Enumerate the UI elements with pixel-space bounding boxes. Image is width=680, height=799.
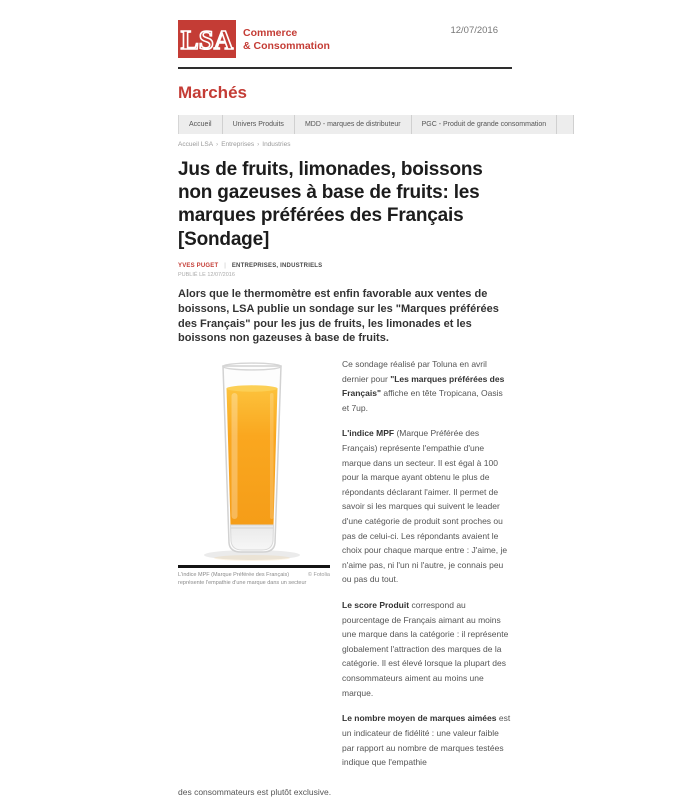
tab-mdd[interactable]: MDD - marques de distributeur [295, 115, 412, 134]
section-title: Marchés [178, 83, 247, 102]
orange-juice-glass-image [178, 357, 330, 563]
site-header [178, 20, 512, 58]
p4-bold: Le nombre moyen de marques aimées [342, 713, 497, 724]
paragraph-continuation: des consommateurs est plutôt exclusive. [178, 786, 332, 797]
p2-text: (Marque Préférée des Français) représente l'empathie d'une marque dans un secteur. Il est égal à 100 pour la marque ayant obtenu le plus de répondants déclarant l'aimer. Il permet de savoir si les marques qui suivent le leader d'une catégorie de produit sont proches ou pas de celui-ci. Les répondants avaient le choix pour chaque marque entre : J'aime, je n'aime pas, ni l'un ni l'autre, je connais peu ou pas du tout. [342, 428, 508, 585]
figure-caption-text: L'indice MPF (Marque Préférée des Français) représente l'empathie d'une marque dans un secteur [178, 571, 307, 587]
paragraph-sondage [342, 357, 512, 415]
article-figure [178, 357, 330, 781]
tab-accueil[interactable]: Accueil [179, 115, 223, 134]
publish-date: PUBLIÉ LE 12/07/2016 [178, 272, 235, 279]
logo-tagline [243, 20, 330, 52]
article-text-column [342, 357, 512, 781]
category-nav [178, 115, 574, 134]
figure-caption [178, 565, 330, 588]
p2-bold: L'indice MPF [342, 428, 395, 439]
author-link[interactable]: YVES PUGET [178, 263, 219, 270]
article-title: Jus de fruits, limonades, boissons non gazeuses à base de fruits: les marques préférées des Français [Sondage] [178, 159, 483, 250]
orange-juice-glass-photo [178, 357, 330, 563]
byline [178, 263, 512, 269]
figure-credit: © Fotolia [307, 571, 330, 578]
article-body [178, 357, 512, 781]
breadcrumb-separator: › [216, 141, 219, 148]
p1-text: affiche en tête Tropicana, Oasis et 7up. [342, 388, 503, 413]
p1-text: Ce sondage réalisé par Toluna en avril dernier pour [342, 358, 487, 384]
svg-text:LSA: LSA [180, 25, 234, 55]
print-date: 12/07/2016 [450, 25, 498, 36]
p3-bold: Le score Produit [342, 600, 410, 611]
breadcrumb-industries[interactable]: Industries [262, 141, 291, 148]
breadcrumb-entreprises[interactable]: Entreprises [221, 141, 255, 148]
paragraph-indice-mpf [342, 426, 512, 587]
p4-text: est un indicateur de fidélité : une valeur faible par rapport au nombre de marques testées indique que l'empathie [342, 713, 511, 768]
breadcrumb-home[interactable]: Accueil LSA [178, 141, 214, 148]
breadcrumb [178, 141, 512, 148]
tagline-line1: Commerce [243, 27, 298, 39]
breadcrumb-separator: › [257, 141, 260, 148]
p1-bold: "Les marques préférées des Français" [342, 373, 505, 399]
p3-text: correspond au pourcentage de Français aimant au moins une marque dans la catégorie : il représente globalement l'attraction des marques de la catégorie. Il est élevé lorsque la plupart des consommateurs aiment au moins une marque. [342, 600, 509, 698]
article-categories: ENTREPRISES, INDUSTRIELS [231, 263, 323, 270]
paragraph-marques-aimees [342, 711, 512, 769]
tab-pgc[interactable]: PGC - Produit de grande consommation [412, 115, 558, 134]
byline-separator: | [224, 263, 226, 270]
tab-univers-produits[interactable]: Univers Produits [223, 115, 295, 134]
lsa-logo[interactable] [178, 20, 236, 58]
article-intro: Alors que le thermomètre est enfin favorable aux ventes de boissons, LSA publie un sondage sur les "Marques préférées des Français" pour les jus de fruits, les limonades et les boissons non gazeuses à base de fruits. [178, 288, 499, 345]
paragraph-score-produit [342, 598, 512, 700]
tab-stub [557, 115, 574, 134]
lsa-logo-icon [178, 20, 236, 58]
tagline-line2: & Consommation [243, 39, 330, 52]
header-divider [178, 67, 512, 69]
